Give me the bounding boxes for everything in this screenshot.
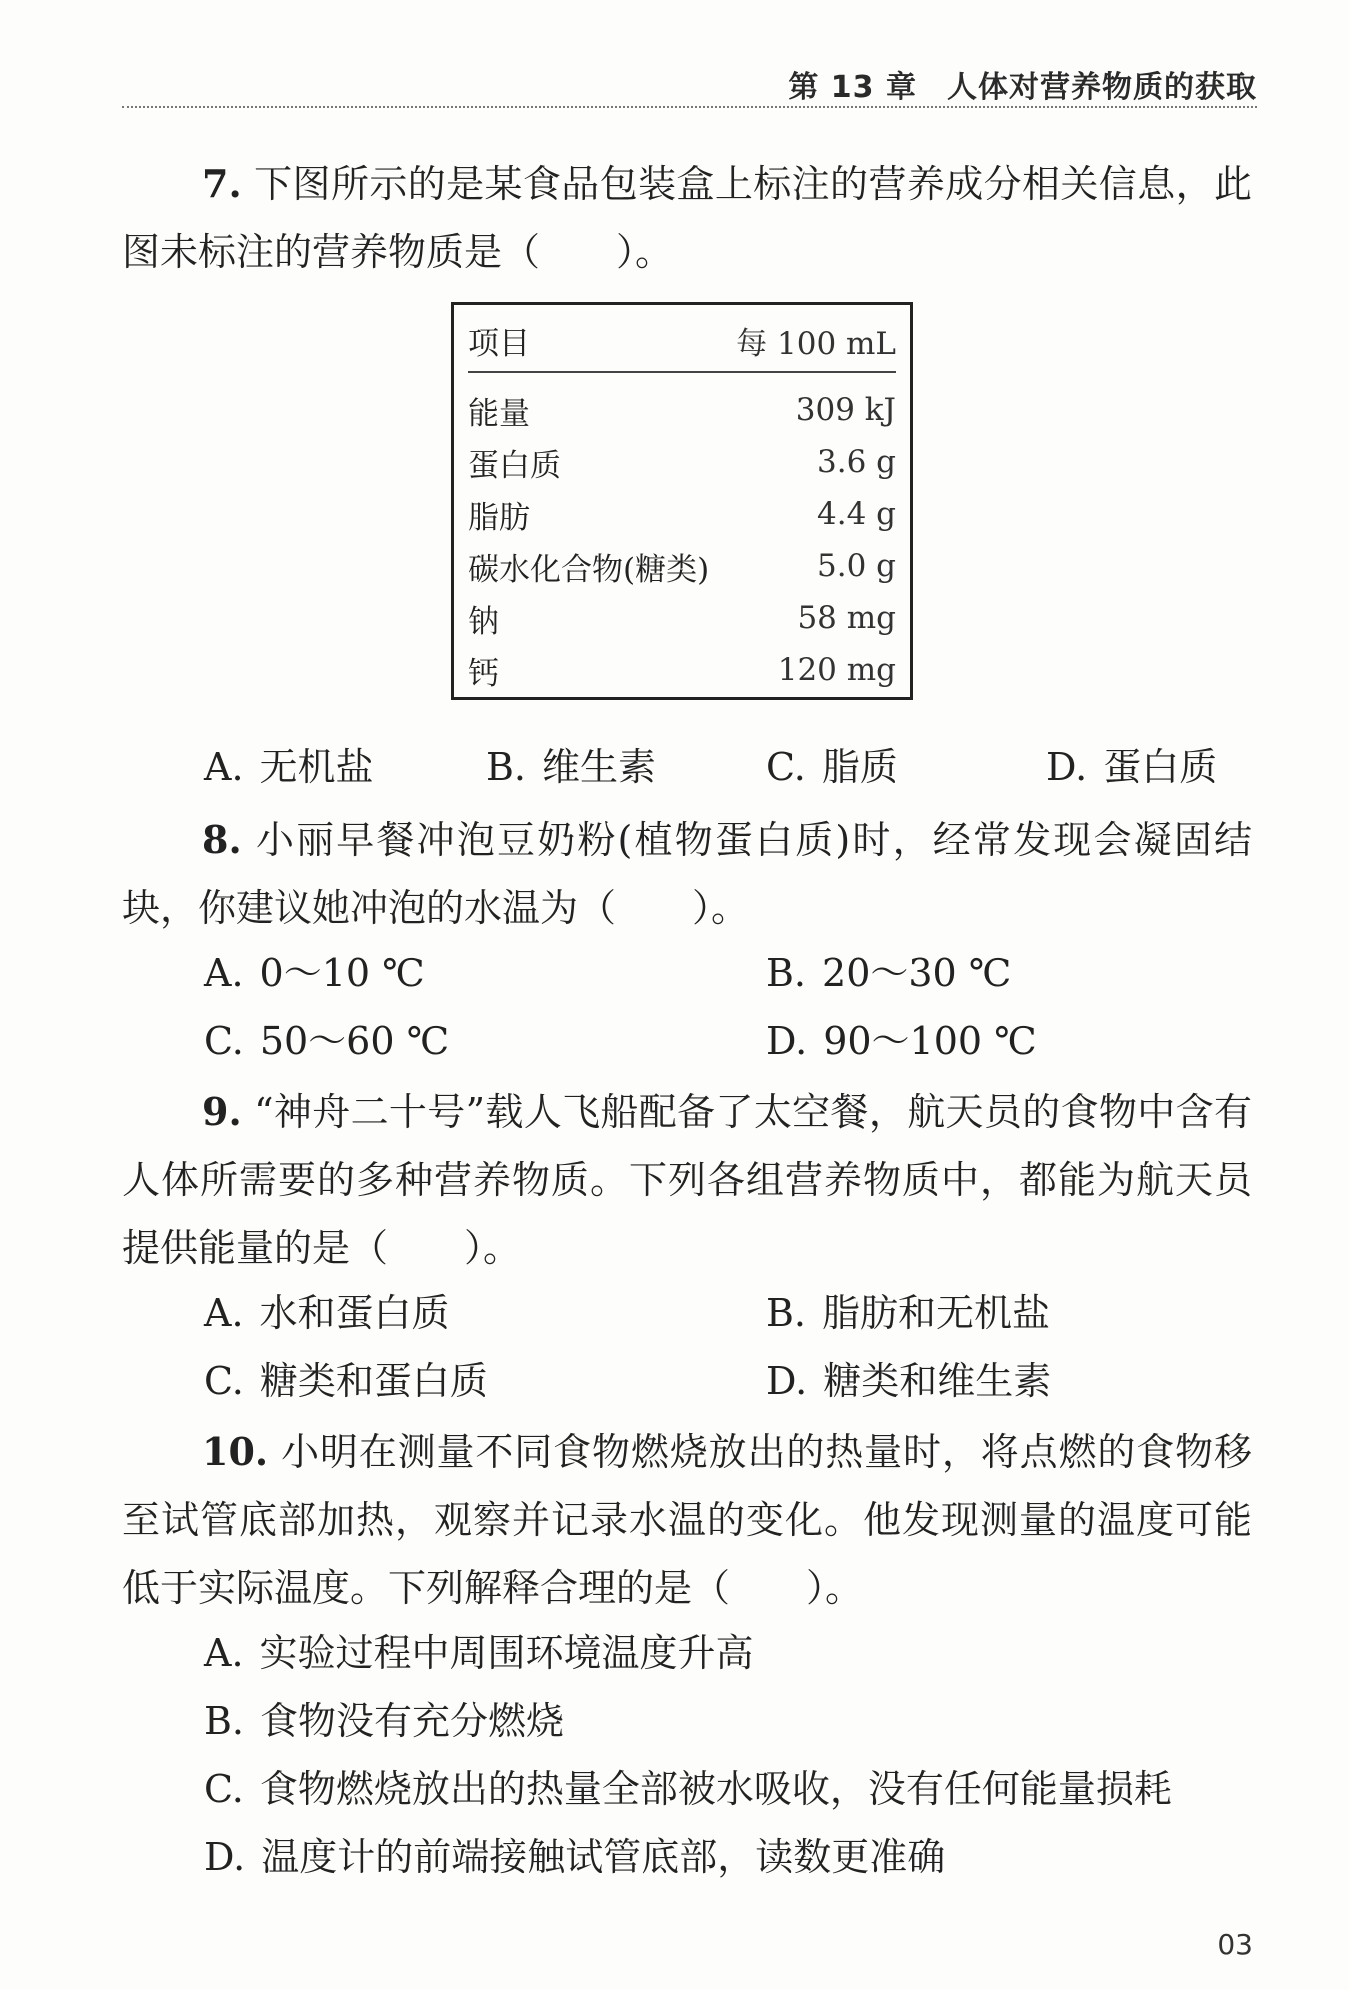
option-text: 食物没有充分燃烧	[260, 1699, 565, 1743]
nutrient-name: 蛋白质	[468, 447, 561, 484]
option-letter: A.	[204, 745, 244, 789]
option-letter: B.	[766, 1291, 807, 1335]
nutrient-name: 钠	[468, 603, 499, 640]
option-letter: C.	[766, 745, 806, 789]
question-8	[122, 806, 1252, 942]
option-text: 0～10 ℃	[259, 951, 425, 995]
option-a[interactable]	[204, 1288, 450, 1338]
option-text: 20～30 ℃	[822, 951, 1012, 995]
question-number: 7.	[202, 161, 242, 206]
question-text: 下图所示的是某食品包装盒上标注的营养成分相关信息，此图未标注的营养物质是（ ）。	[122, 162, 1252, 274]
question-7	[122, 150, 1252, 286]
chapter-title: 人体对营养物质的获取	[947, 70, 1257, 105]
nutrient-value: 120 mg	[777, 652, 896, 688]
option-letter: D.	[766, 1019, 808, 1063]
option-a[interactable]	[204, 1628, 754, 1678]
question-text: 小明在测量不同食物燃烧放出的热量时，将点燃的食物移至试管底部加热，观察并记录水温的变化。他发现测量的温度可能低于实际温度。下列解释合理的是（ ）。	[122, 1430, 1252, 1610]
option-letter: C.	[204, 1019, 244, 1063]
option-text: 脂肪和无机盐	[822, 1291, 1051, 1335]
option-letter: A.	[204, 1291, 244, 1335]
option-letter: A.	[204, 951, 244, 995]
question-text: 小丽早餐冲泡豆奶粉(植物蛋白质)时，经常发现会凝固结块，你建议她冲泡的水温为（ ）。	[122, 818, 1252, 930]
nutrient-name: 钙	[468, 655, 499, 692]
option-text: 糖类和维生素	[823, 1359, 1052, 1403]
option-text: 实验过程中周围环境温度升高	[259, 1631, 754, 1675]
option-a[interactable]	[204, 742, 374, 792]
running-header	[788, 62, 1257, 106]
option-letter: C.	[204, 1767, 244, 1811]
nutrient-value: 5.0 g	[817, 548, 896, 584]
option-letter: B.	[486, 745, 527, 789]
table-row	[468, 647, 896, 693]
table-row	[468, 439, 896, 485]
option-text: 糖类和蛋白质	[259, 1359, 488, 1403]
option-letter: D.	[766, 1359, 808, 1403]
table-header-rule	[468, 371, 896, 373]
option-text: 90～100 ℃	[823, 1019, 1037, 1063]
question-number: 8.	[202, 817, 242, 862]
question-text: “神舟二十号”载人飞船配备了太空餐，航天员的食物中含有人体所需要的多种营养物质。下列各组营养物质中，都能为航天员提供能量的是（ ）。	[122, 1090, 1252, 1270]
nutrient-value: 58 mg	[797, 600, 896, 636]
option-letter: B.	[766, 951, 807, 995]
header-divider	[122, 106, 1257, 108]
option-letter: D.	[204, 1835, 246, 1879]
option-d[interactable]	[766, 1356, 1051, 1406]
option-d[interactable]	[1046, 742, 1217, 792]
option-letter: A.	[204, 1631, 244, 1675]
option-c[interactable]	[766, 742, 898, 792]
nutrient-name: 能量	[468, 395, 530, 432]
table-row	[468, 595, 896, 641]
option-letter: B.	[204, 1699, 245, 1743]
nutrient-value: 309 kJ	[795, 392, 896, 428]
nutrition-table	[451, 302, 913, 700]
option-text: 脂质	[821, 745, 898, 789]
option-text: 50～60 ℃	[259, 1019, 450, 1063]
column-header-per: 每 100 mL	[736, 325, 896, 362]
option-letter: C.	[204, 1359, 244, 1403]
nutrient-value: 3.6 g	[817, 444, 896, 480]
option-c[interactable]	[204, 1016, 449, 1066]
chapter-number: 第 13 章	[788, 70, 917, 105]
table-row	[468, 543, 896, 589]
option-b[interactable]	[766, 1288, 1050, 1338]
option-d[interactable]	[204, 1832, 945, 1882]
page-number: 03	[1217, 1928, 1253, 1961]
column-header-item: 项目	[468, 325, 530, 362]
nutrient-name: 碳水化合物(糖类)	[468, 551, 710, 588]
question-number: 9.	[202, 1089, 242, 1134]
option-d[interactable]	[766, 1016, 1037, 1066]
question-9	[122, 1078, 1252, 1282]
question-number: 10.	[202, 1429, 269, 1474]
option-b[interactable]	[766, 948, 1011, 998]
option-text: 无机盐	[259, 745, 374, 789]
table-header-row	[468, 319, 896, 361]
option-text: 食物燃烧放出的热量全部被水吸收，没有任何能量损耗	[259, 1767, 1172, 1811]
option-text: 蛋白质	[1103, 745, 1218, 789]
nutrient-value: 4.4 g	[817, 496, 896, 532]
option-text: 维生素	[542, 745, 657, 789]
option-text: 水和蛋白质	[259, 1291, 450, 1335]
option-c[interactable]	[204, 1764, 1172, 1814]
option-c[interactable]	[204, 1356, 488, 1406]
option-b[interactable]	[486, 742, 656, 792]
option-b[interactable]	[204, 1696, 564, 1746]
option-letter: D.	[1046, 745, 1088, 789]
option-a[interactable]	[204, 948, 425, 998]
nutrient-name: 脂肪	[468, 499, 530, 536]
option-text: 温度计的前端接触试管底部，读数更准确	[261, 1835, 946, 1879]
table-row	[468, 491, 896, 537]
question-10	[122, 1418, 1252, 1622]
table-row	[468, 387, 896, 433]
